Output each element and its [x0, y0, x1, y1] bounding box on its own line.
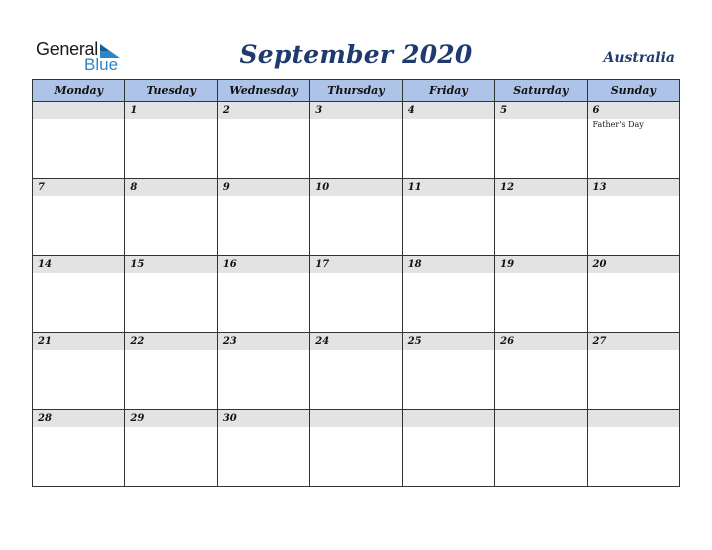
day-cell — [310, 102, 402, 179]
day-number — [310, 410, 401, 427]
empty-day-cell — [402, 410, 494, 487]
day-cell — [125, 256, 217, 333]
logo-blue-text: Blue — [84, 55, 119, 74]
day-cell — [587, 256, 679, 333]
day-number: 30 — [218, 410, 309, 427]
day-cell — [125, 333, 217, 410]
day-number: 12 — [495, 179, 586, 196]
weekday-header-row — [33, 80, 680, 102]
day-number: 9 — [218, 179, 309, 196]
logo-general-text: General — [36, 39, 98, 59]
day-cell — [495, 179, 587, 256]
week-row — [33, 410, 680, 487]
day-number: 14 — [33, 256, 124, 273]
day-number: 2 — [218, 102, 309, 119]
day-cell — [402, 333, 494, 410]
day-number: 7 — [33, 179, 124, 196]
day-cell — [125, 179, 217, 256]
calendar-title: September 2020 — [239, 40, 473, 69]
calendar-grid — [32, 79, 680, 487]
day-number: 6 — [588, 102, 679, 119]
week-row — [33, 102, 680, 179]
day-cell — [217, 333, 309, 410]
day-cell — [310, 333, 402, 410]
weekday-wednesday: Wednesday — [217, 80, 309, 102]
day-number: 20 — [588, 256, 679, 273]
empty-day-cell — [587, 410, 679, 487]
day-cell — [402, 102, 494, 179]
day-number: 24 — [310, 333, 401, 350]
day-number: 15 — [125, 256, 216, 273]
day-number: 4 — [403, 102, 494, 119]
weekday-sunday: Sunday — [587, 80, 679, 102]
day-cell — [402, 256, 494, 333]
day-cell — [217, 179, 309, 256]
day-cell — [217, 256, 309, 333]
day-number — [33, 102, 124, 119]
day-cell — [217, 102, 309, 179]
day-cell — [33, 256, 125, 333]
week-row — [33, 256, 680, 333]
day-cell — [33, 333, 125, 410]
day-cell — [495, 256, 587, 333]
weekday-tuesday: Tuesday — [125, 80, 217, 102]
day-cell — [587, 179, 679, 256]
day-number: 8 — [125, 179, 216, 196]
day-number: 25 — [403, 333, 494, 350]
day-number: 18 — [403, 256, 494, 273]
day-number: 29 — [125, 410, 216, 427]
weekday-thursday: Thursday — [310, 80, 402, 102]
weekday-friday: Friday — [402, 80, 494, 102]
day-number: 23 — [218, 333, 309, 350]
day-cell — [310, 256, 402, 333]
week-row — [33, 333, 680, 410]
day-number: 19 — [495, 256, 586, 273]
day-number: 10 — [310, 179, 401, 196]
day-number: 11 — [403, 179, 494, 196]
day-cell — [33, 410, 125, 487]
country-label: Australia — [603, 50, 675, 66]
day-cell — [495, 333, 587, 410]
day-number — [403, 410, 494, 427]
day-cell — [587, 333, 679, 410]
empty-day-cell — [310, 410, 402, 487]
day-number: 21 — [33, 333, 124, 350]
weekday-monday: Monday — [33, 80, 125, 102]
day-number — [588, 410, 679, 427]
weekday-saturday: Saturday — [495, 80, 587, 102]
day-number: 26 — [495, 333, 586, 350]
empty-day-cell — [495, 410, 587, 487]
day-cell — [402, 179, 494, 256]
day-number: 16 — [218, 256, 309, 273]
day-number: 28 — [33, 410, 124, 427]
day-cell — [125, 102, 217, 179]
week-row — [33, 179, 680, 256]
day-cell — [587, 102, 679, 179]
empty-day-cell — [33, 102, 125, 179]
day-cell — [495, 102, 587, 179]
day-number — [495, 410, 586, 427]
day-number: 1 — [125, 102, 216, 119]
day-cell — [310, 179, 402, 256]
holiday-event: Father's Day — [592, 120, 644, 129]
day-cell — [125, 410, 217, 487]
day-number: 3 — [310, 102, 401, 119]
day-number: 17 — [310, 256, 401, 273]
day-cell — [217, 410, 309, 487]
day-number: 5 — [495, 102, 586, 119]
day-cell — [33, 179, 125, 256]
day-number: 27 — [588, 333, 679, 350]
day-number: 13 — [588, 179, 679, 196]
day-number: 22 — [125, 333, 216, 350]
